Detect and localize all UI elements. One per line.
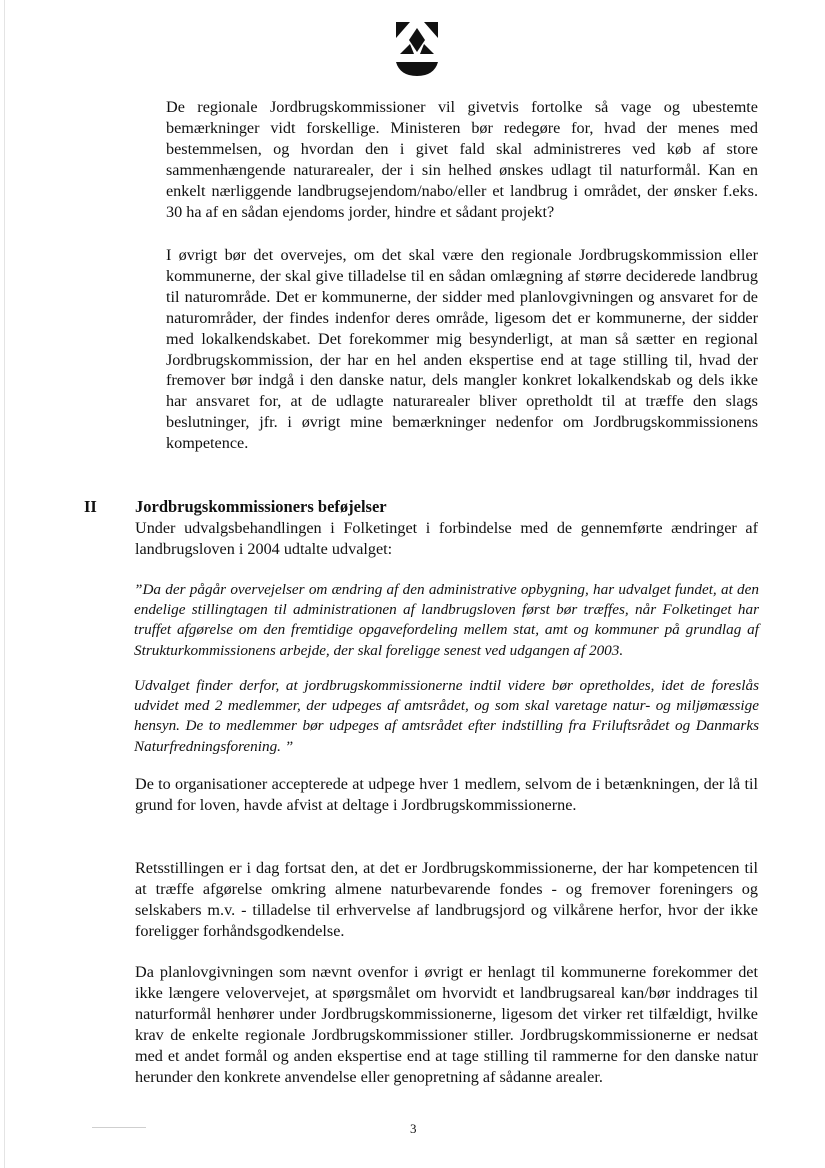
paragraph-1: De regionale Jordbrugskommissioner vil givetvis fortolke så vage og ubestemte bemærkninger vidt forskellige. Ministeren bør redegøre for, hvad der menes med bestemmelsen, og hvordan den i givet fald skal administreres ved køb af store sammenhængende naturarealer, der i sin helhed ønskes udlagt til naturformål. Kan en enkelt nærliggende landbrugsejendom/nabo/eller et landbrug i området, der ønsker f.eks. 30 ha af en sådan ejendoms jorder, hindre et sådant projekt? [166,98,758,221]
quote-paragraph-2: Udvalget finder derfor, at jordbrugskommissionerne indtil videre bør opretholdes, idet de foreslås udvidet med 2 medlemmer, der udpeges af amtsrådet, og som skal varetage natur- og miljømæssige hensyn. De to medlemmer bør udpeges af amtsrådet efter indstilling fra Friluftsrådet og Danmarks Naturfredningsforening. ” [134,677,759,755]
paragraph-2: I øvrigt bør det overvejes, om det skal være den regionale Jordbrugskommission eller kommunerne, der skal give tilladelse til en sådan omlægning af større deciderede landbrug til naturområde. Det er kommunerne, der sidder med planlovgivningen og ansvaret for de naturområder, der findes indenfor deres område, ligesom det er kommunerne, der sidder med lokalkendskabet. Det forekommer mig besynderligt, at man så sætter en regional Jordbrugskommission, der har en hel anden ekspertise end at tage stilling til, hvad der fremover bør indgå i den danske natur, dels mangler konkret lokalkendskab og dels ikke har ansvaret for, at de udlagte naturarealer bliver opretholdt til at træffe den slags beslutninger, jfr. i øvrigt mine bemærkninger nedenfor om Jordbrugskommissionens kompetence. [166,246,758,453]
scan-margin-line [4,0,5,1168]
paragraph-4: De to organisationer accepterede at udpege hver 1 medlem, selvom de i betænkningen, der lå til grund for loven, havde afvist at deltage i Jordbrugskommissionerne. [135,775,758,814]
quote-paragraph-1: ”Da der pågår overvejelser om ændring af den administrative opbygning, har udvalget fundet, at den endelige stillingtagen til administrationen af landbrugsloven først bør træffes, når Folketinget har truffet afgørelse om den fremtidige opgavefordeling mellem stat, amt og kommuner på grundlag af Strukturkommissionens arbejde, der skal foreligge senest ved udgangen af 2003. [134,581,759,659]
paragraph-5: Retsstillingen er i dag fortsat den, at det er Jordbrugskommissionerne, der har kompetencen til at træffe afgørelse omkring almene naturbevarende fondes - og fremover foreningers og selskabers m.v. - tilladelse til erhvervelse af landbrugsjord og vilkårene herfor, hvor der ikke foreligger forhåndsgodkendelse. [135,859,758,940]
paragraph-6: Da planlovgivningen som nævnt ovenfor i øvrigt er henlagt til kommunerne forekommer det ikke længere velovervejet, at spørgsmålet om hvorvidt et landbrugsareal kan/bør inddrages til naturformål henhører under Jordbrugskommissionerne, ligesom det virker ret tilfældigt, hvilke krav de enkelte regionale Jordbrugskommissioner stiller. Jordbrugskommissionerne er nedsat med et andet formål og anden ekspertise end at tage stilling til rammerne for den danske natur herunder den konkrete anvendelse eller genopretning af sådanne arealer. [135,963,758,1086]
section-number: II [84,497,97,516]
footer-rule [92,1127,146,1128]
section-heading: Jordbrugskommissioners beføjelser [135,497,387,516]
organization-logo-icon [394,20,440,76]
page-number: 3 [410,1121,417,1136]
paragraph-3: Under udvalgsbehandlingen i Folketinget i forbindelse med de gennemførte ændringer af landbrugsloven i 2004 udtalte udvalget: [135,519,758,558]
